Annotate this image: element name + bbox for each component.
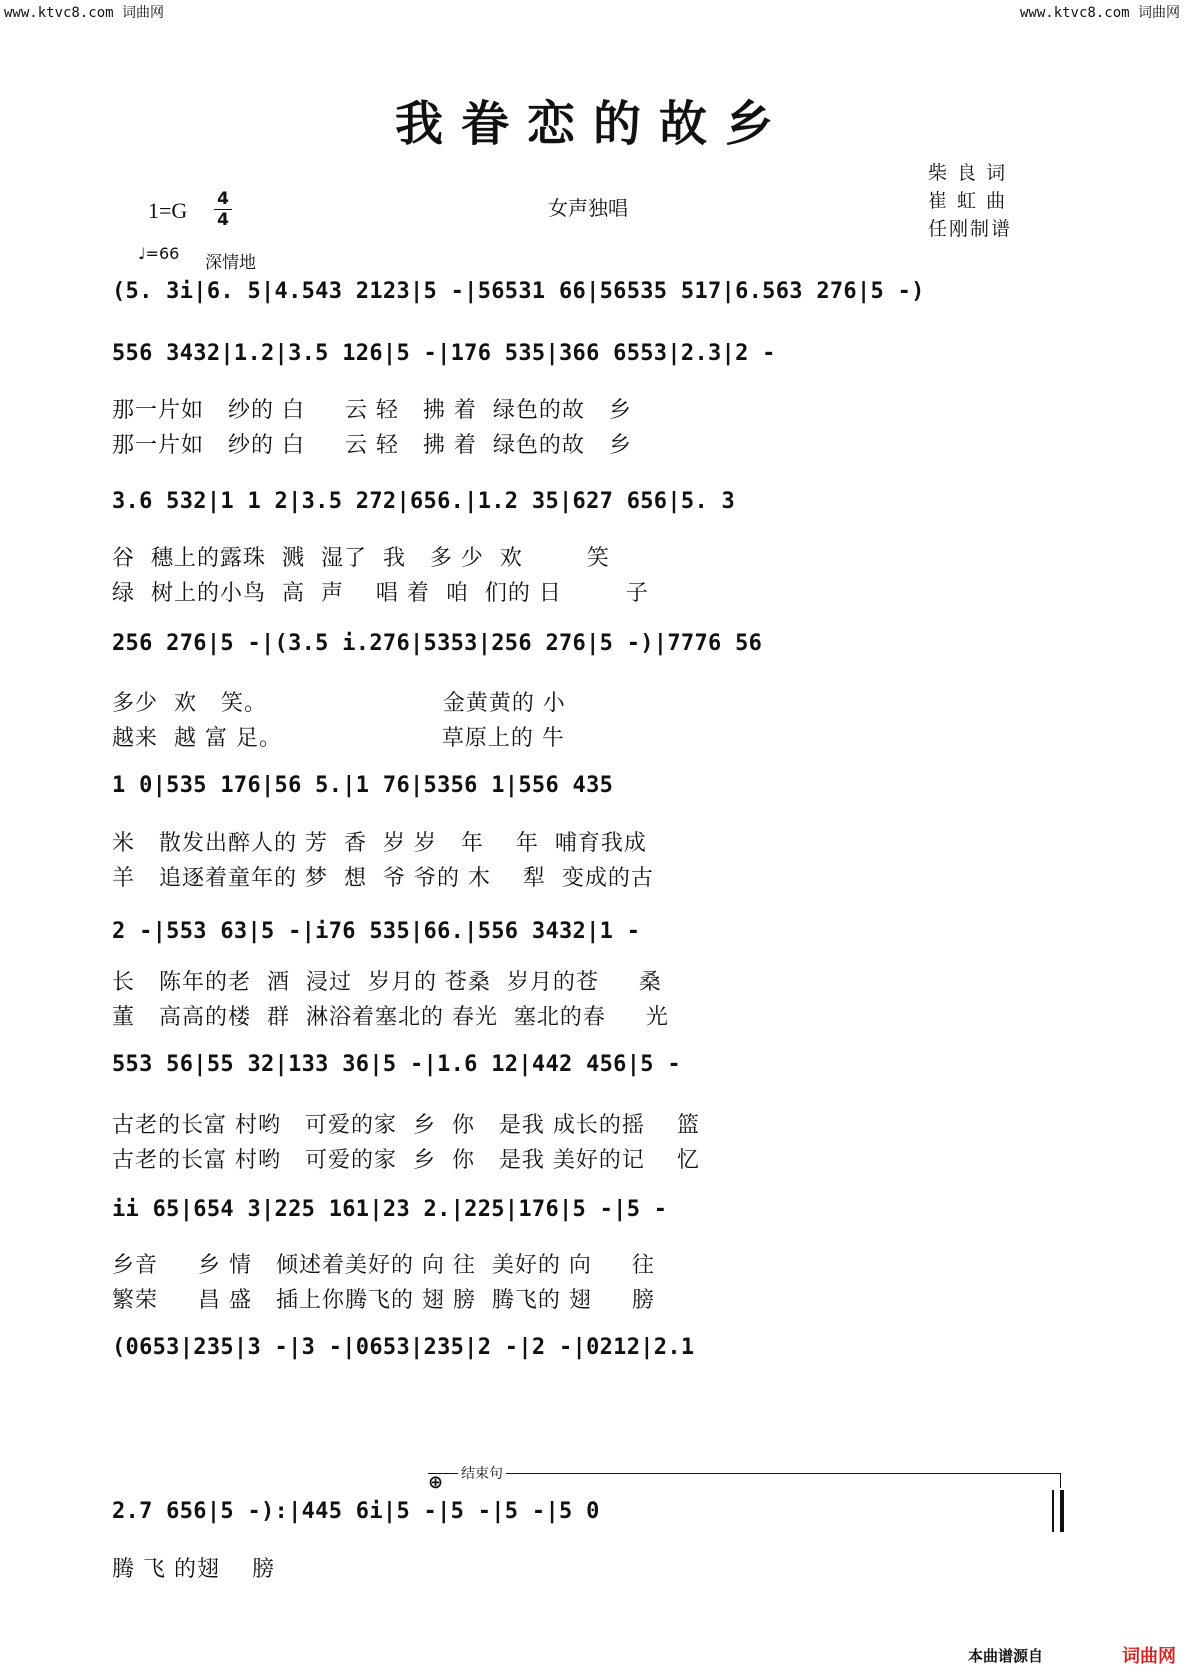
score-system-4: 256 276|5 -|(3.5 i.276|5353|256 276|5 -)|7776 56 — [112, 631, 763, 656]
lyric-line-2a: 那一片如 纱的 白 云 轻 拂 着 绿色的故 乡 — [112, 398, 632, 423]
lyric-line-8b: 繁荣 昌 盛 插上你腾飞的 翅 膀 腾飞的 翅 膀 — [112, 1288, 655, 1313]
score-system-7: 553 56|55 32|133 36|5 -|1.6 12|442 456|5 - — [112, 1052, 681, 1077]
lyricist-credit: 柴 良 词 — [928, 162, 1008, 184]
footer-source-label: 本曲谱源自 — [968, 1647, 1044, 1665]
site-watermark-left: www.ktvc8.com 词曲网 — [4, 5, 165, 21]
lyric-line-7a: 古老的长富 村哟 可爱的家 乡 你 是我 成长的摇 篮 — [112, 1113, 700, 1138]
lyric-line-6a: 长 陈年的老 酒 浸过 岁月的 苍桑 岁月的苍 桑 — [112, 970, 662, 995]
lyric-line-8a: 乡音 乡 情 倾述着美好的 向 往 美好的 向 往 — [112, 1253, 655, 1278]
lyric-line-4a: 多少 欢 笑。 金黄黄的 小 — [112, 691, 566, 716]
lyric-line-3b: 绿 树上的小鸟 高 声 唱 着 咱 们的 日 子 — [112, 581, 649, 606]
lyric-line-4b: 越来 越 富 足。 草原上的 牛 — [112, 726, 565, 751]
ending-label: 结束句 — [458, 1463, 506, 1483]
score-system-10: 2.7 656|5 -):|445 6i|5 -|5 -|5 -|5 0 — [112, 1499, 600, 1524]
score-system-5: 1 0|535 176|56 5.|1 76|5356 1|556 435 — [112, 773, 614, 798]
ending-bracket — [428, 1473, 1061, 1488]
lyric-line-5b: 羊 追逐着童年的 梦 想 爷 爷的 木 犁 变成的古 — [112, 866, 654, 891]
transcriber-credit: 任刚制谱 — [928, 218, 1013, 240]
lyric-line-2b: 那一片如 纱的 白 云 轻 拂 着 绿色的故 乡 — [112, 433, 632, 458]
composer-credit: 崔 虹 曲 — [928, 190, 1008, 212]
site-watermark-right: www.ktvc8.com 词曲网 — [1019, 5, 1180, 21]
score-system-9: (0653|235|3 -|3 -|0653|235|2 -|2 -|0212|2.1 — [112, 1335, 695, 1360]
footer-logo[interactable]: 词曲网 — [1122, 1646, 1176, 1667]
score-system-3: 3.6 532|1 1 2|3.5 272|656.|1.2 35|627 656|5. 3 — [112, 489, 736, 514]
time-signature-bottom: 4 — [217, 210, 229, 230]
lyric-line-6b: 董 高高的楼 群 淋浴着塞北的 春光 塞北的春 光 — [112, 1005, 669, 1030]
performance-type: 女声独唱 — [548, 196, 628, 220]
tempo-marking: ♩=66 — [138, 244, 180, 263]
time-signature — [214, 190, 232, 229]
score-system-1: (5. 3i|6. 5|4.543 2123|5 -|56531 66|56535 517|6.563 276|5 -) — [112, 279, 925, 304]
time-signature-top: 4 — [217, 189, 229, 209]
coda-icon: ⊕ — [428, 1472, 444, 1493]
lyric-line-5a: 米 散发出醉人的 芳 香 岁 岁 年 年 哺育我成 — [112, 831, 647, 856]
page-title: 我眷恋的故乡 — [394, 96, 791, 152]
final-barline — [1052, 1490, 1064, 1532]
lyric-line-10a: 腾 飞 的翅 膀 — [112, 1557, 275, 1582]
lyric-line-3a: 谷 穗上的露珠 溅 湿了 我 多 少 欢 笑 — [112, 546, 610, 571]
lyric-line-7b: 古老的长富 村哟 可爱的家 乡 你 是我 美好的记 忆 — [112, 1148, 700, 1173]
score-system-6: 2 -|553 63|5 -|i76 535|66.|556 3432|1 - — [112, 919, 641, 944]
expression-marking: 深情地 — [205, 253, 256, 273]
score-system-2: 556 3432|1.2|3.5 126|5 -|176 535|366 6553|2.3|2 - — [112, 341, 776, 366]
key-signature: 1=G — [148, 198, 188, 223]
score-system-8: ii 65|654 3|225 161|23 2.|225|176|5 -|5 - — [112, 1197, 668, 1222]
